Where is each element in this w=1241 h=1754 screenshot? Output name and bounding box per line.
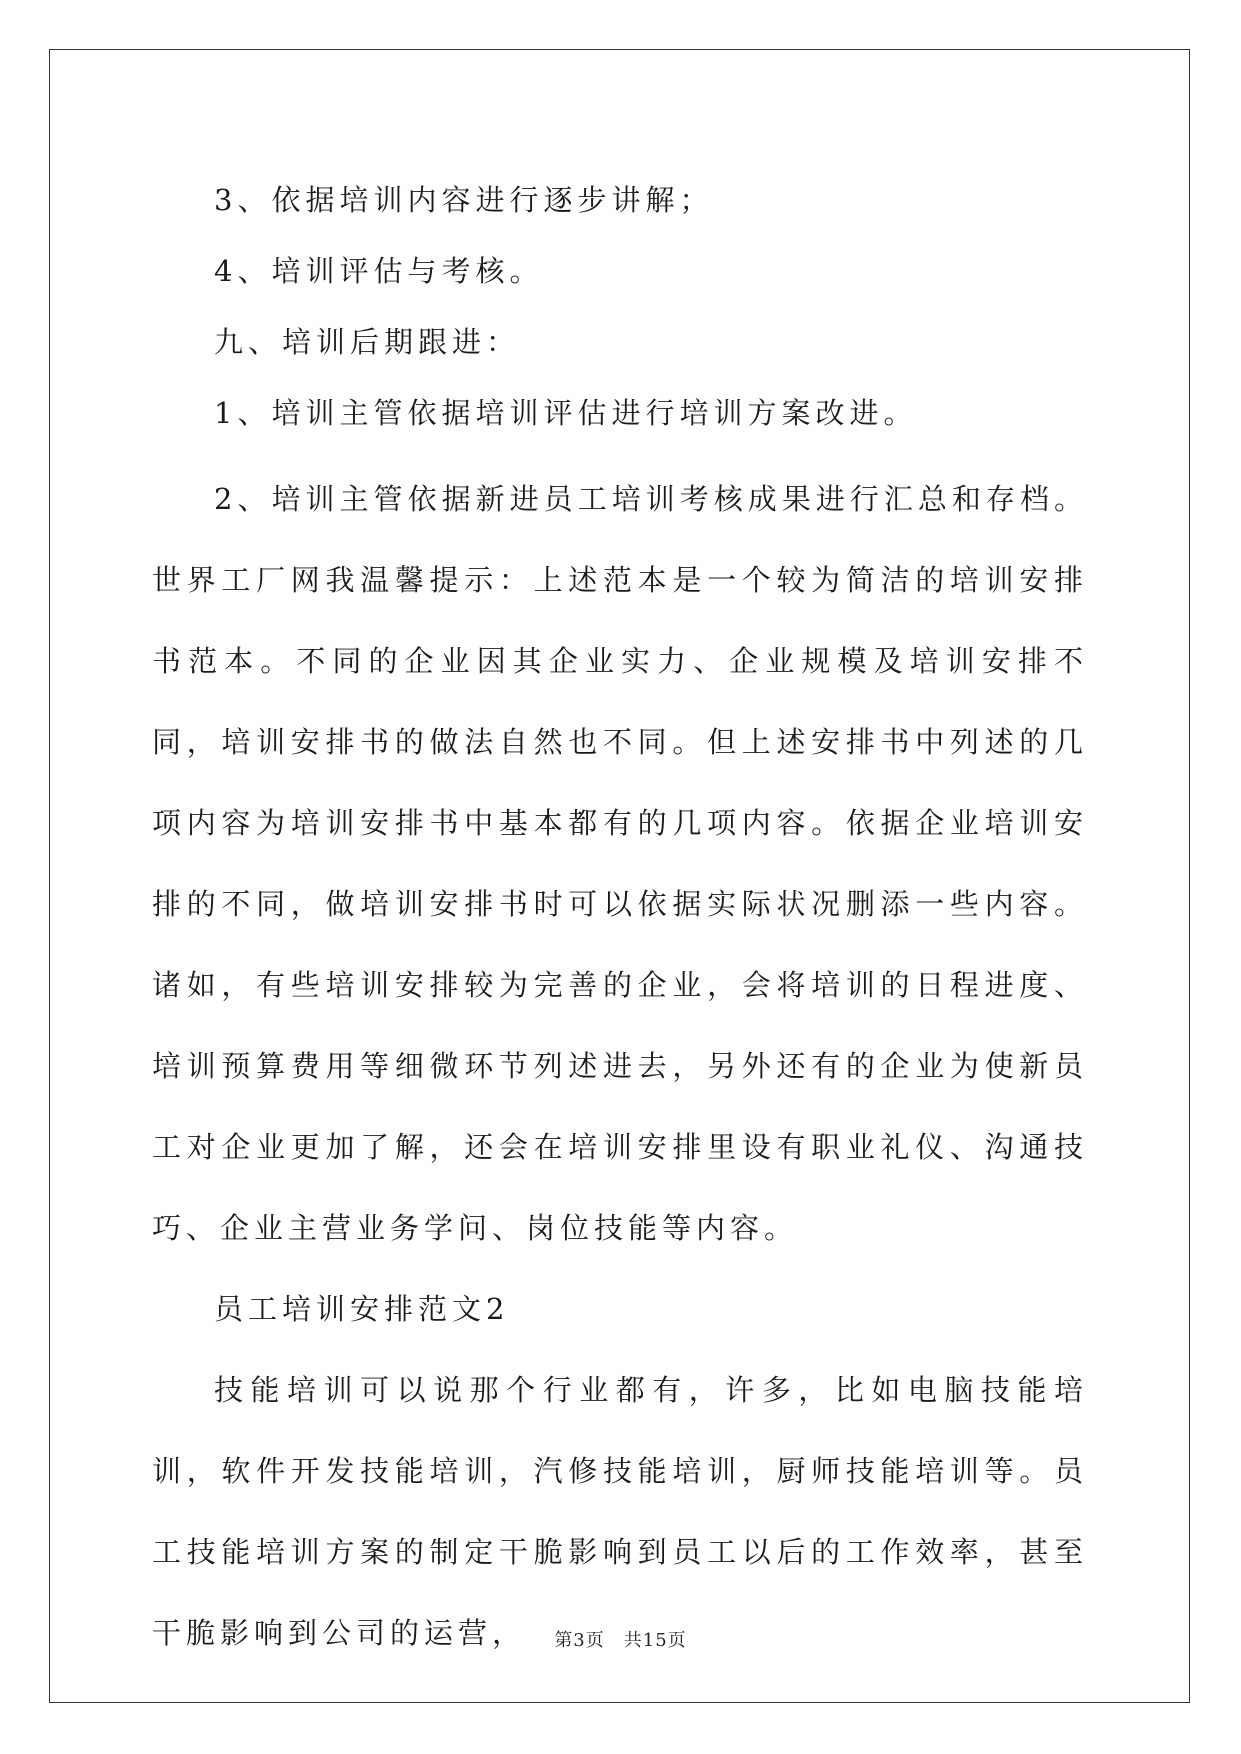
paragraph-followup-1: 1、培训主管依据培训评估进行培训方案改进。: [214, 396, 918, 430]
paragraph-step-4: 4、培训评估与考核。: [214, 254, 544, 288]
document-body: [152, 165, 1088, 1674]
section-heading-9: 九、培训后期跟进：: [214, 325, 521, 359]
page-number: 第3页 共15页: [554, 1630, 687, 1651]
paragraph-skill-training: 技能培训可以说那个行业都有，许多，比如电脑技能培训，软件开发技能培训，汽修技能培训，厨师技能培训等。员工技能培训方案的制定干脆影响到员工以后的工作效率，甚至干脆影响到公司的运营，: [152, 1373, 1088, 1650]
article-title-2: 员工培训安排范文2: [214, 1292, 510, 1326]
paragraph-step-3: 3、依据培训内容进行逐步讲解；: [214, 183, 714, 217]
paragraph-followup-2: 2、培训主管依据新进员工培训考核成果进行汇总和存档。世界工厂网我温馨提示：上述范本是一个较为简洁的培训安排书范本。不同的企业因其企业实力、企业规模及培训安排不同，培训安排书的做法自然也不同。但上述安排书中列述的几项内容为培训安排书中基本都有的几项内容。依据企业培训安排的不同，做培训安排书时可以依据实际状况删添一些内容。诸如，有些培训安排较为完善的企业，会将培训的日程进度、培训预算费用等细微环节列述进去，另外还有的企业为使新员工对企业更加了解，还会在培训安排里设有职业礼仪、沟通技巧、企业主营业务学问、岗位技能等内容。: [152, 482, 1088, 1245]
